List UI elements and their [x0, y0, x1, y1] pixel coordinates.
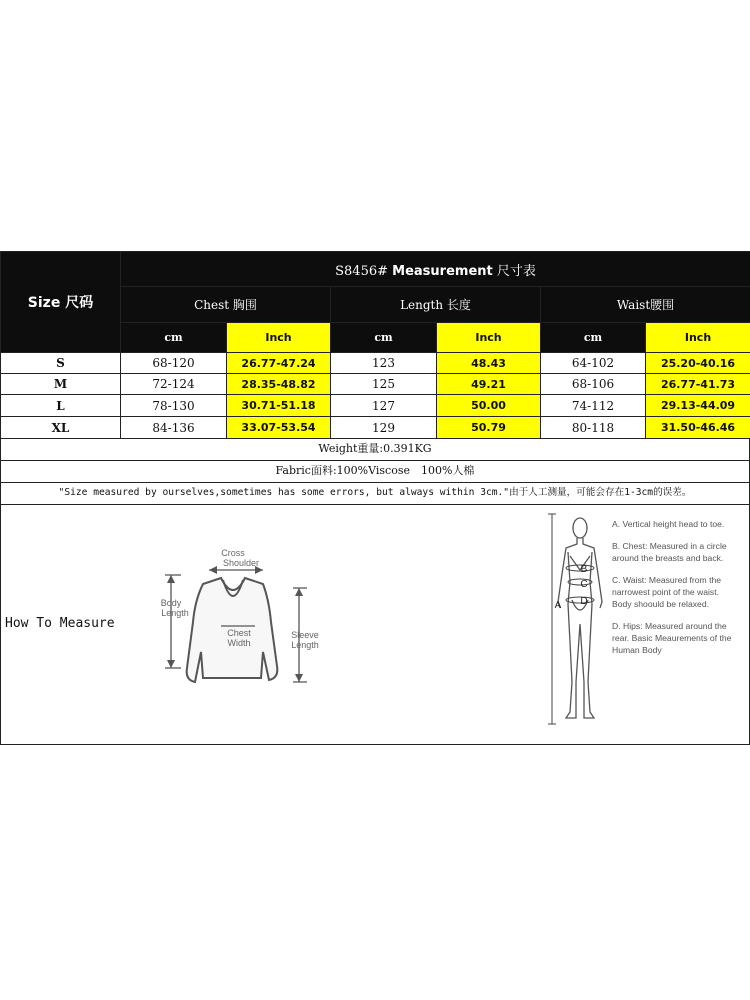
figure-letter-b: B	[580, 564, 588, 575]
body-measure-diagram	[544, 512, 610, 734]
title-cn: 尺寸表	[496, 263, 536, 279]
body-length-label: Body	[160, 598, 182, 608]
value-cell: 30.71-51.18	[227, 395, 331, 417]
value-cell: 49.21	[437, 374, 541, 395]
legend-item-waist: C. Waist: Measured from the narrowest point of the waist. Body shoould be relaxed.	[612, 575, 722, 609]
garment-measure-diagram	[151, 542, 341, 697]
size-label: XL	[1, 417, 121, 439]
cross-shoulder-label: Cross	[221, 548, 245, 558]
cross-shoulder-label: Shoulder	[222, 558, 260, 568]
how-to-measure-panel	[0, 504, 750, 745]
value-cell: 123	[331, 353, 437, 374]
title-bold: Measurement	[392, 263, 493, 279]
value-cell: 74-112	[541, 395, 646, 417]
value-cell: 26.77-41.73	[646, 374, 750, 395]
table-row	[1, 395, 750, 417]
value-cell: 50.00	[437, 395, 541, 417]
fabric-info: Fabric面料:100%Viscose 100%人棉	[0, 460, 750, 483]
size-header: Size 尺码	[1, 252, 121, 353]
value-cell: 125	[331, 374, 437, 395]
value-cell: 68-120	[121, 353, 227, 374]
unit-inch: Inch	[646, 323, 750, 353]
value-cell: 50.79	[437, 417, 541, 439]
value-cell: 129	[331, 417, 437, 439]
value-cell: 64-102	[541, 353, 646, 374]
value-cell: 48.43	[437, 353, 541, 374]
how-to-measure-label: How To Measure	[5, 616, 115, 631]
value-cell: 28.35-48.82	[227, 374, 331, 395]
unit-cm: cm	[121, 323, 227, 353]
human-figure-icon	[558, 518, 602, 718]
value-cell: 29.13-44.09	[646, 395, 750, 417]
value-cell: 72-124	[121, 374, 227, 395]
value-cell: 33.07-53.54	[227, 417, 331, 439]
group-length: Length 长度	[331, 287, 541, 323]
group-waist: Waist腰围	[541, 287, 750, 323]
body-length-label: Length	[161, 608, 189, 618]
value-cell: 31.50-46.46	[646, 417, 750, 439]
value-cell: 78-130	[121, 395, 227, 417]
unit-cm: cm	[331, 323, 437, 353]
size-label: M	[1, 374, 121, 395]
figure-letter-a: A	[554, 600, 562, 611]
chest-width-label: Width	[227, 638, 251, 648]
measurement-legend	[612, 518, 732, 666]
weight-info: Weight重量:0.391KG	[0, 438, 750, 461]
model-number: S8456#	[335, 263, 389, 279]
size-label: L	[1, 395, 121, 417]
legend-item-chest: B. Chest: Measured in a circle around the breasts and back.	[612, 541, 727, 563]
chart-title	[121, 252, 750, 287]
value-cell: 25.20-40.16	[646, 353, 750, 374]
value-cell: 127	[331, 395, 437, 417]
sleeve-length-label: Sleeve	[291, 630, 319, 640]
value-cell: 26.77-47.24	[227, 353, 331, 374]
sleeve-length-label: Length	[291, 640, 319, 650]
legend-item-height: A. Vertical height head to toe.	[612, 519, 725, 529]
unit-inch: Inch	[437, 323, 541, 353]
measurement-note: "Size measured by ourselves,sometimes has some errors, but always within 3cm."由于人工测量，可能会存在1-3cm的误差。	[0, 482, 750, 505]
group-chest: Chest 胸围	[121, 287, 331, 323]
figure-letter-c: C	[580, 579, 588, 590]
legend-item-hips: D. Hips: Measured around the rear. Basic Meaurements of the Human Body	[612, 621, 732, 655]
value-cell: 84-136	[121, 417, 227, 439]
table-row	[1, 417, 750, 439]
chest-width-label: Chest	[227, 628, 251, 638]
value-cell: 80-118	[541, 417, 646, 439]
size-label: S	[1, 353, 121, 374]
size-table	[0, 251, 750, 439]
figure-letter-d: D	[580, 596, 588, 607]
table-row	[1, 353, 750, 374]
table-row	[1, 374, 750, 395]
unit-cm: cm	[541, 323, 646, 353]
value-cell: 68-106	[541, 374, 646, 395]
unit-inch: Inch	[227, 323, 331, 353]
